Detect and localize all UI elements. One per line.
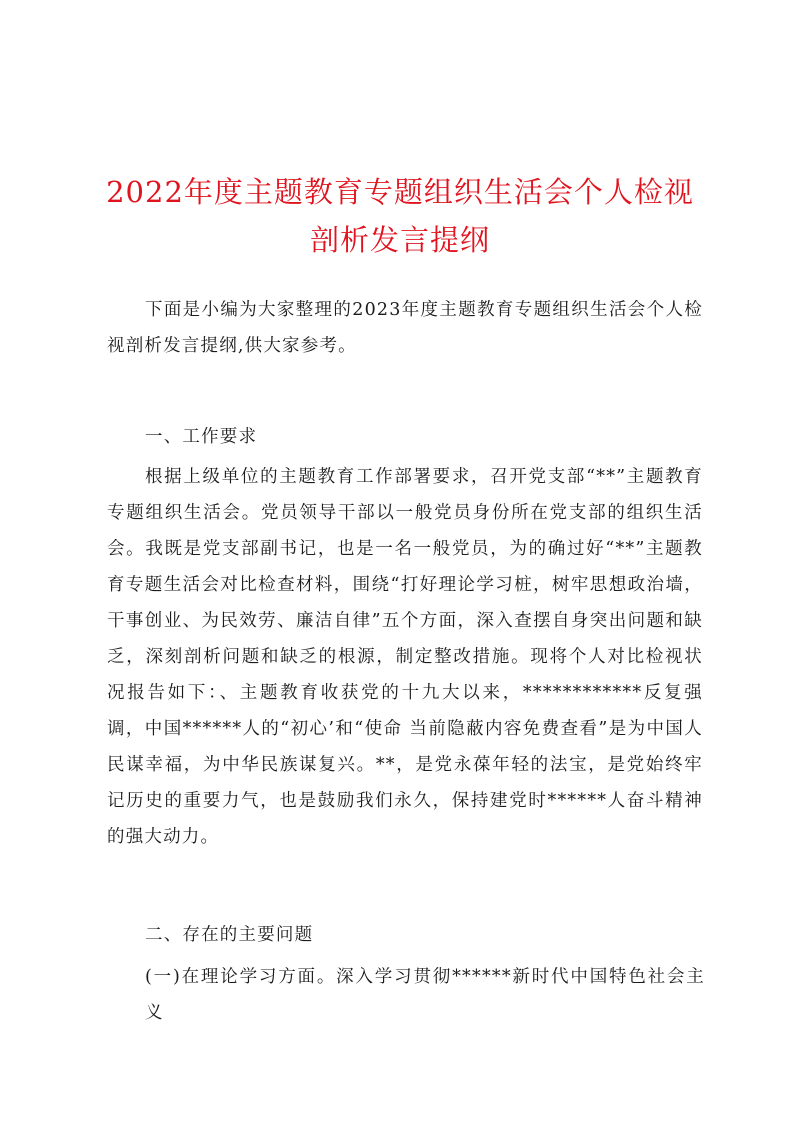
- section-1-body: 根据上级单位的主题教育工作部署要求，召开党支部“**”主题教育专题组织生活会。党员领导干部以一般党员身份所在党支部的组织生活会。我既是党支部副书记，也是一名一般党员，为的确过好“**”主题教育专题生活会对比检查材料，围绕“打好理论学习桩，树牢思想政治墙，干事创业、为民效劳、廉洁自律”五个方面，深入查摆自身突出问题和缺乏，深刻剖析问题和缺乏的根源，制定整改措施。现将个人对比检视状况报告如下：、主题教育收获党的十九大以来，************反复强调，中国******人的“初心’和“使命 当前隐蔽内容免费查看”是为中国人民谋幸福，为中华民族谋复兴。**，是党永葆年轻的法宝，是党始终牢记历史的重要力气，也是鼓励我们永久，保持建党时******人奋斗精神的强大动力。: [107, 467, 703, 847]
- intro-paragraph: 下面是小编为大家整理的2023年度主题教育专题组织生活会个人检视剖析发言提纲,供大家参考。: [107, 300, 703, 356]
- document-title-line-2: 剖析发言提纲: [309, 223, 490, 257]
- section-2-item-1: (一)在理论学习方面。深入学习贯彻******新时代中国特色社会主义: [145, 967, 705, 1023]
- document-title-line-1: 2022年度主题教育专题组织生活会个人检视: [106, 175, 694, 209]
- section-1-heading: 一、工作要求: [145, 427, 258, 447]
- section-2-heading: 二、存在的主要问题: [145, 925, 314, 945]
